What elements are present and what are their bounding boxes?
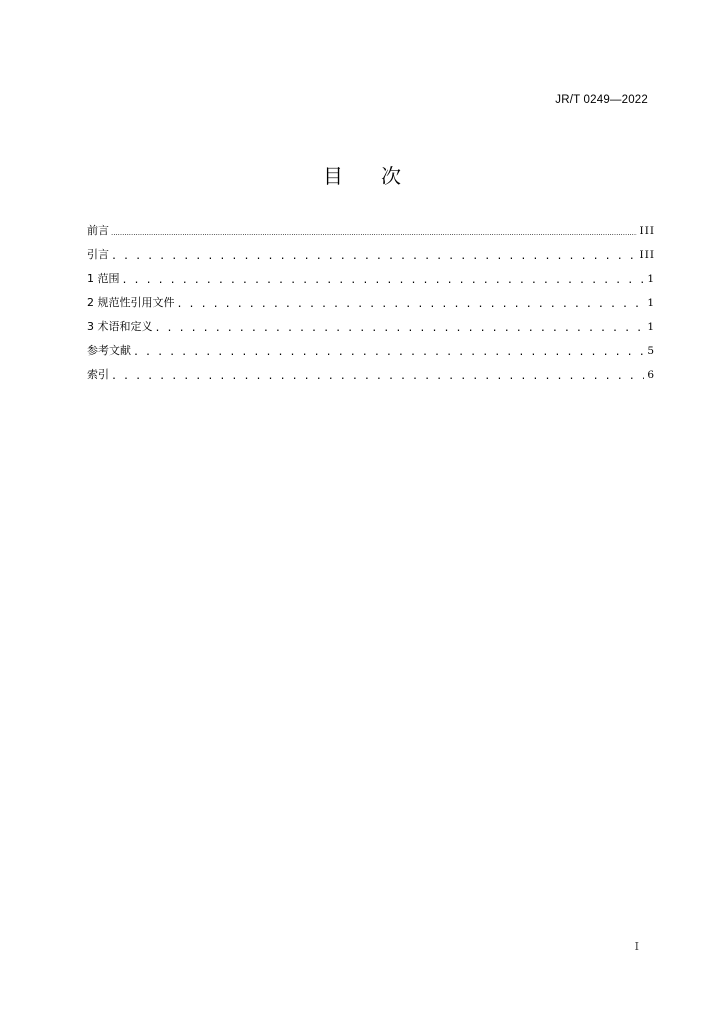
toc-entry-scope[interactable] [87, 270, 655, 294]
dot-leader [111, 369, 644, 383]
toc-entry-page: 6 [647, 369, 655, 381]
toc-entry-label: 3 术语和定义 [87, 320, 153, 333]
toc-entry-page: 1 [647, 297, 655, 309]
toc-entry-label: 引言 [87, 248, 109, 261]
toc-entry-label: 2 规范性引用文件 [87, 296, 175, 309]
toc-title-part2: 次 [381, 164, 401, 188]
dot-leader [111, 249, 637, 263]
toc-entry-page: 1 [647, 321, 655, 333]
toc-entry-terms-definitions[interactable] [87, 318, 655, 342]
standard-code: JR/T 0249—2022 [555, 94, 648, 106]
toc-title [0, 160, 724, 189]
toc-title-part1: 目 [323, 164, 343, 188]
toc-entry-index[interactable] [87, 366, 655, 390]
toc-entry-page: 1 [647, 273, 655, 285]
toc-entry-label: 1 范围 [87, 272, 120, 285]
table-of-contents [87, 222, 655, 390]
dot-leader [111, 225, 637, 239]
dot-leader [177, 297, 645, 311]
page-number: I [634, 940, 639, 953]
toc-entry-label: 前言 [87, 224, 109, 237]
dot-leader [155, 321, 645, 335]
toc-entry-page: III [639, 225, 655, 237]
dot-leader [133, 345, 644, 359]
toc-entry-foreword[interactable] [87, 222, 655, 246]
toc-entry-page: 5 [647, 345, 655, 357]
toc-entry-page: III [639, 249, 655, 261]
toc-entry-label: 索引 [87, 368, 109, 381]
toc-entry-label: 参考文献 [87, 344, 131, 357]
toc-entry-normative-references[interactable] [87, 294, 655, 318]
toc-entry-introduction[interactable] [87, 246, 655, 270]
dot-leader [122, 273, 645, 287]
toc-entry-bibliography[interactable] [87, 342, 655, 366]
